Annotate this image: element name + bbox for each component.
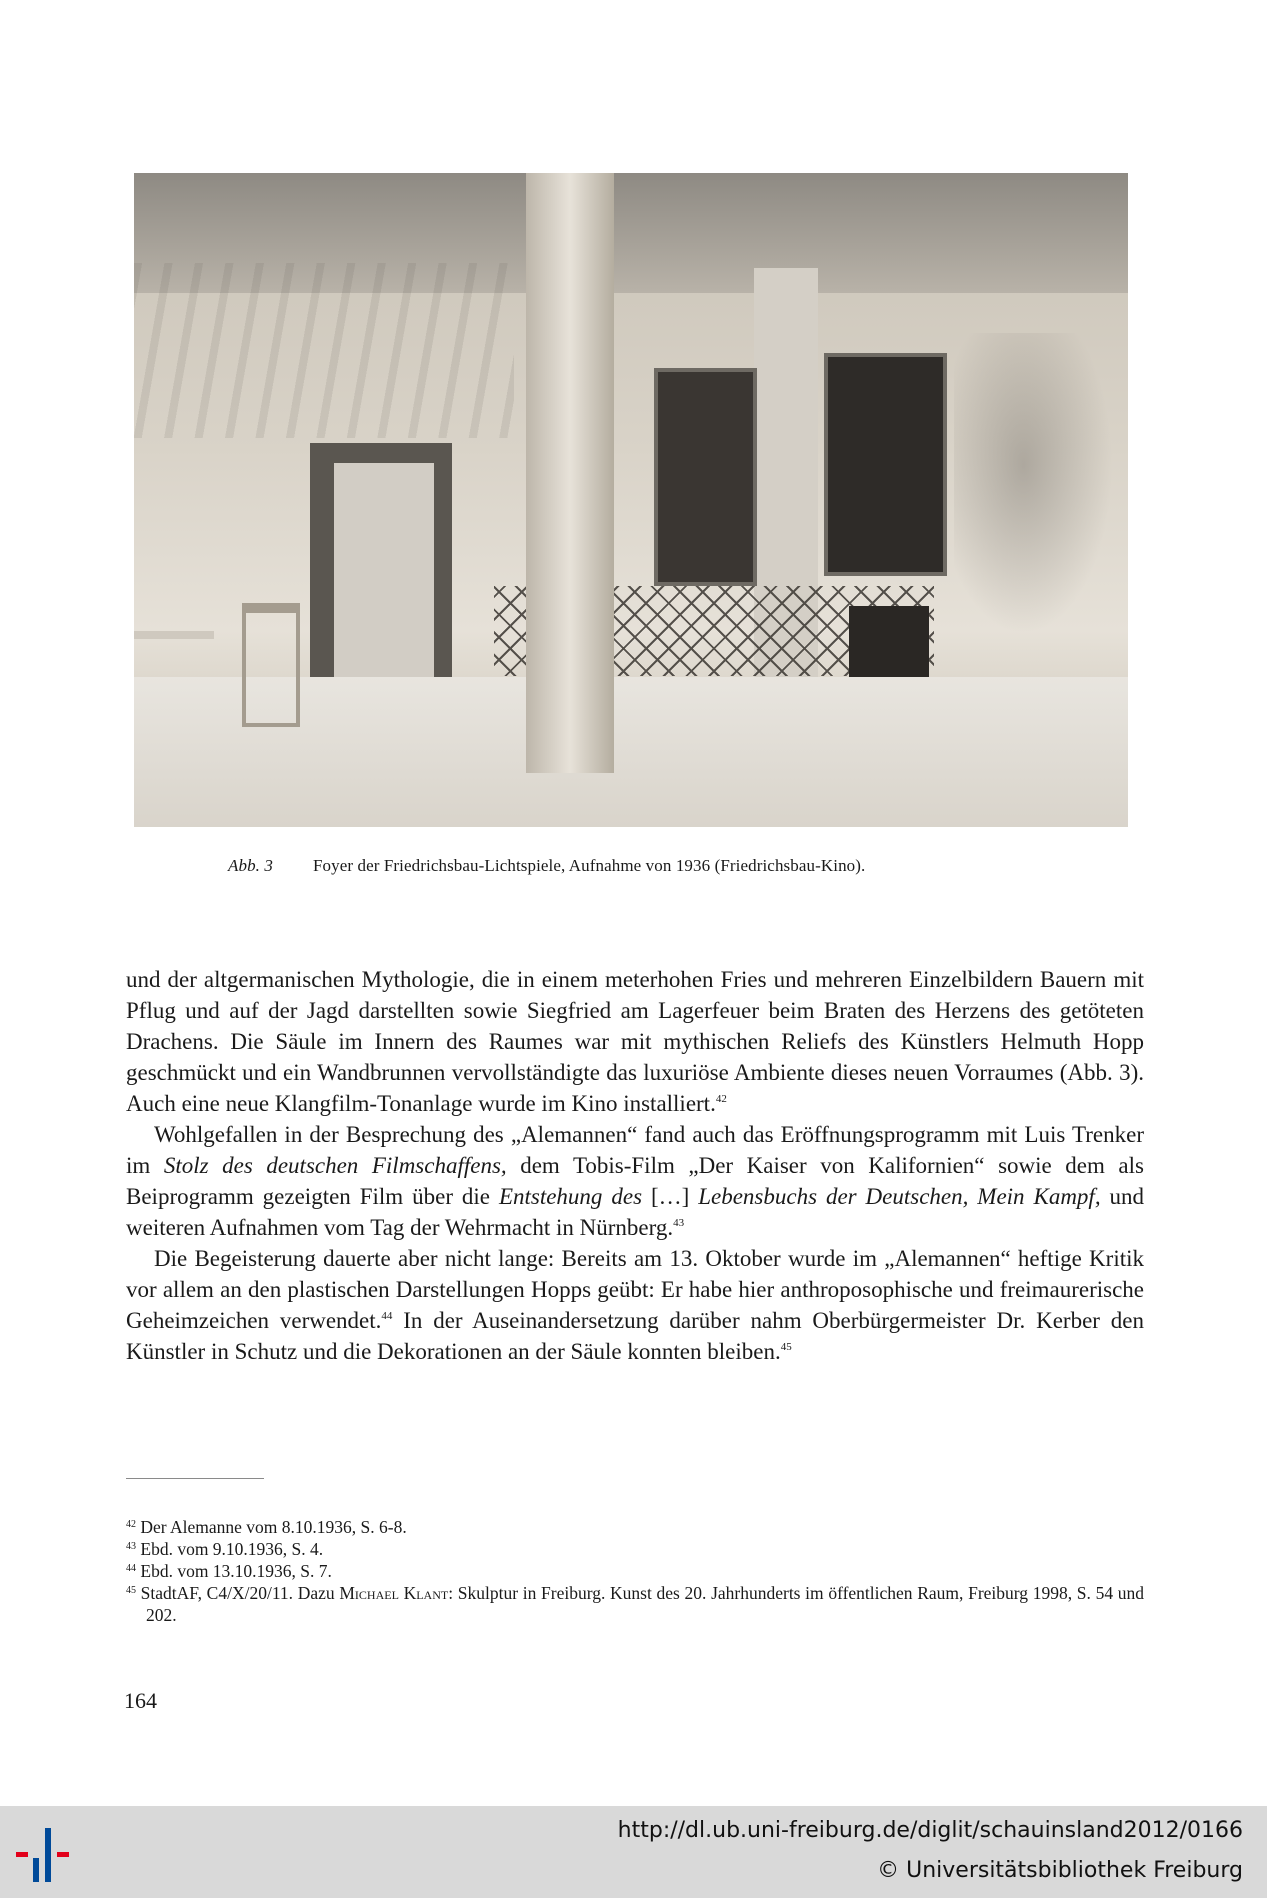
paragraph-3-text-b: In der Auseinandersetzung darüber nahm Oberbürgermeister Dr. Kerber den Künstler in Schutz und die Dekorationen an der Säule konnten bleiben.: [126, 1308, 1144, 1364]
footnote-author: Michael Klant: [339, 1583, 449, 1603]
figure-caption: [228, 856, 865, 876]
paragraph-1: [126, 964, 1144, 1119]
footnote-text: Ebd. vom 9.10.1936, S. 4.: [136, 1539, 324, 1559]
footnote-43: [126, 1538, 1144, 1560]
footnote-text: Ebd. vom 13.10.1936, S. 7.: [136, 1561, 332, 1581]
figure-photo: [134, 173, 1128, 827]
footnote-number: 44: [126, 1563, 136, 1574]
footnote-divider: [126, 1478, 264, 1479]
page-number: 164: [124, 1688, 157, 1713]
photo-mural-frieze: [134, 263, 514, 438]
paragraph-3: [126, 1243, 1144, 1367]
paragraph-2-text-c: […]: [642, 1184, 699, 1209]
footnotes: [126, 1516, 1144, 1626]
ub-freiburg-logo-icon: [16, 1822, 80, 1886]
paragraph-2-italic-2: Entstehung des: [498, 1184, 643, 1209]
footnote-ref-42[interactable]: 42: [715, 1093, 727, 1105]
paragraph-3-text-a: Die Begeisterung dauerte aber nicht lange: Bereits am 13. Oktober wurde im „Alemannen“ heftige Kritik vor allem an den plastischen Darstellungen Hopps geübt: Er habe hier anthroposophische und freimaurerische Geheimzeichen verwendet.: [126, 1246, 1144, 1333]
paragraph-2-text-b: dem Tobis-Film „Der Kaiser von Kalifornien“ sowie dem als Beiprogramm gezeigten Film über die: [126, 1153, 1144, 1209]
paragraph-1-text: und der altgermanischen Mythologie, die in einem meterhohen Fries und mehreren Einzelbildern Bauern mit Pflug und auf der Jagd darstellten sowie Siegfried am Lagerfeuer beim Braten des Herzens des getöteten Drachens. Die Säule im Innern des Raumes war mit mythischen Reliefs des Künstlers Helmuth Hopp geschmückt und ein Wandbrunnen vervollständigte das luxuriöse Ambiente dieses neuen Vorraumes (Abb. 3). Auch eine neue Klangfilm-Tonanlage wurde im Kino installiert.: [126, 967, 1144, 1116]
footnote-44: [126, 1560, 1144, 1582]
footnote-number: 45: [126, 1585, 136, 1596]
photo-chair: [242, 603, 300, 727]
figure-caption-text: Foyer der Friedrichsbau-Lichtspiele, Aufnahme von 1936 (Friedrichsbau-Kino).: [312, 856, 866, 875]
footnote-number: 42: [126, 1519, 136, 1530]
footnote-text: StadtAF, C4/X/20/11. Dazu: [136, 1583, 340, 1603]
figure-label: Abb. 3: [228, 856, 273, 875]
footnote-45: [126, 1582, 1144, 1626]
footer-bar: [0, 1806, 1267, 1898]
footnote-ref-43[interactable]: 43: [673, 1217, 685, 1229]
photo-table: [134, 631, 214, 749]
paragraph-2: [126, 1119, 1144, 1243]
photo-window-left: [654, 368, 757, 586]
footnote-number: 43: [126, 1541, 136, 1552]
footnote-text: : Skulptur in Freiburg. Kunst des 20. Jahrhunderts im öffentlichen Raum, Freiburg 1998, S. 54 und 202.: [146, 1583, 1144, 1625]
body-text: [126, 964, 1144, 1367]
paragraph-2-italic-1: Stolz des deutschen Filmschaffens,: [163, 1153, 507, 1178]
footnote-ref-44[interactable]: 44: [381, 1310, 393, 1322]
source-url[interactable]: http://dl.ub.uni-freiburg.de/diglit/schauinsland2012/0166: [617, 1818, 1243, 1843]
footnote-ref-45[interactable]: 45: [780, 1341, 792, 1353]
paragraph-2-text-d: und weiteren Aufnahmen vom Tag der Wehrmacht in Nürnberg.: [126, 1184, 1145, 1240]
photo-relief-column: [526, 173, 614, 773]
paragraph-2-italic-3: Lebensbuchs der Deutschen, Mein Kampf,: [698, 1184, 1101, 1209]
paragraph-2-text-a: Wohlgefallen in der Besprechung des „Alemannen“ fand auch das Eröffnungsprogramm mit Luis Trenker im: [126, 1122, 1144, 1178]
copyright-notice: © Universitätsbibliothek Freiburg: [877, 1858, 1243, 1883]
footnote-42: [126, 1516, 1144, 1538]
footnote-text: Der Alemanne vom 8.10.1936, S. 6-8.: [136, 1517, 407, 1537]
photo-mural-rider: [954, 333, 1128, 663]
photo-window-right: [824, 353, 947, 576]
